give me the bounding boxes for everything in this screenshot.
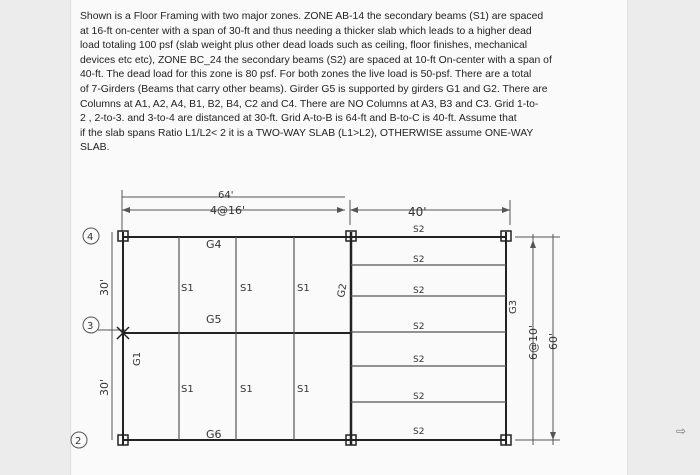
dim-left-upper-30ft: 30' bbox=[98, 278, 111, 296]
svg-text:4: 4 bbox=[87, 232, 94, 243]
label-s2: S2 bbox=[413, 255, 425, 265]
label-s2: S2 bbox=[413, 427, 425, 437]
problem-line: 40-ft. The dead load for this zone is 80 psf. For both zones the live load is 50-psf. There are a total bbox=[80, 69, 532, 81]
label-s1: S1 bbox=[240, 384, 253, 395]
top-dimension-zone-bc bbox=[350, 200, 510, 225]
page-arrow-icon: ⇨ bbox=[676, 424, 687, 438]
problem-line: load totaling 100 psf (slab weight plus other dead loads such as ceiling, floor finishes, mechanical bbox=[80, 40, 528, 52]
problem-line: 2 , 2-to-3. and 3-to-4 are distanced at 30-ft. Grid A-to-B is 64-ft and B-to-C is 40-ft. Assume that bbox=[80, 113, 517, 125]
label-s1: S1 bbox=[297, 384, 310, 395]
dim-40ft-label: 40' bbox=[408, 205, 427, 219]
arrowhead bbox=[122, 207, 130, 213]
problem-line: Shown is a Floor Framing with two major zones. ZONE AB-14 the secondary beams (S1) are spaced bbox=[80, 11, 544, 22]
arrowhead bbox=[350, 207, 358, 213]
dim-left-lower-30ft: 30' bbox=[98, 378, 111, 396]
svg-text:2: 2 bbox=[75, 436, 82, 447]
problem-line: if the slab spans Ratio L1/L2< 2 it is a TWO-WAY SLAB (L1>L2), OTHERWISE assume ONE-WAY bbox=[80, 127, 534, 139]
grid-bubble-2 bbox=[71, 432, 87, 448]
problem-line: devices etc etc), ZONE BC_24 the secondary beams (S2) are spaced at 10-ft On-center with a span of bbox=[80, 54, 552, 66]
arrowhead bbox=[550, 432, 556, 440]
dim-4at16-label: 4@16' bbox=[210, 204, 246, 217]
label-g5: G5 bbox=[206, 313, 222, 326]
arrowhead bbox=[337, 207, 345, 213]
label-g6: G6 bbox=[206, 428, 222, 441]
label-s1: S1 bbox=[240, 283, 253, 294]
label-s1: S1 bbox=[181, 384, 194, 395]
label-s2: S2 bbox=[413, 225, 425, 235]
label-s2: S2 bbox=[413, 286, 425, 296]
top-dimension-zone-ab bbox=[122, 190, 345, 232]
problem-line: at 16-ft on-center with a span of 30-ft and thus needing a thicker slab which leads to a higher dead bbox=[80, 25, 532, 37]
label-s1: S1 bbox=[297, 283, 310, 294]
label-g4: G4 bbox=[206, 238, 222, 251]
label-g2: G2 bbox=[336, 282, 350, 299]
problem-line: SLAB. bbox=[80, 142, 110, 154]
grid-bubble-4 bbox=[83, 228, 99, 244]
grid-bubble-3 bbox=[83, 317, 99, 333]
label-s2: S2 bbox=[413, 355, 425, 365]
problem-line: of 7-Girders (Beams that carry other beams). Girder G5 is supported by girders G1 and G2. There are bbox=[80, 83, 548, 95]
dim-64ft-label: 64' bbox=[218, 190, 234, 201]
svg-text:3: 3 bbox=[87, 321, 94, 332]
dim-60ft-label: 60' bbox=[547, 332, 560, 350]
right-dimension bbox=[515, 234, 560, 445]
arrowhead bbox=[530, 240, 536, 248]
dim-6at10-label: 6@10' bbox=[527, 324, 540, 360]
label-s1: S1 bbox=[181, 283, 194, 294]
label-s2: S2 bbox=[413, 392, 425, 402]
label-s2: S2 bbox=[413, 322, 425, 332]
label-g1: G1 bbox=[132, 351, 143, 366]
arrowhead bbox=[502, 207, 510, 213]
problem-line: Columns at A1, A2, A4, B1, B2, B4, C2 and C4. There are NO Columns at A3, B3 and C3. Grid 1-to- bbox=[80, 98, 539, 110]
label-g3: G3 bbox=[508, 299, 519, 314]
